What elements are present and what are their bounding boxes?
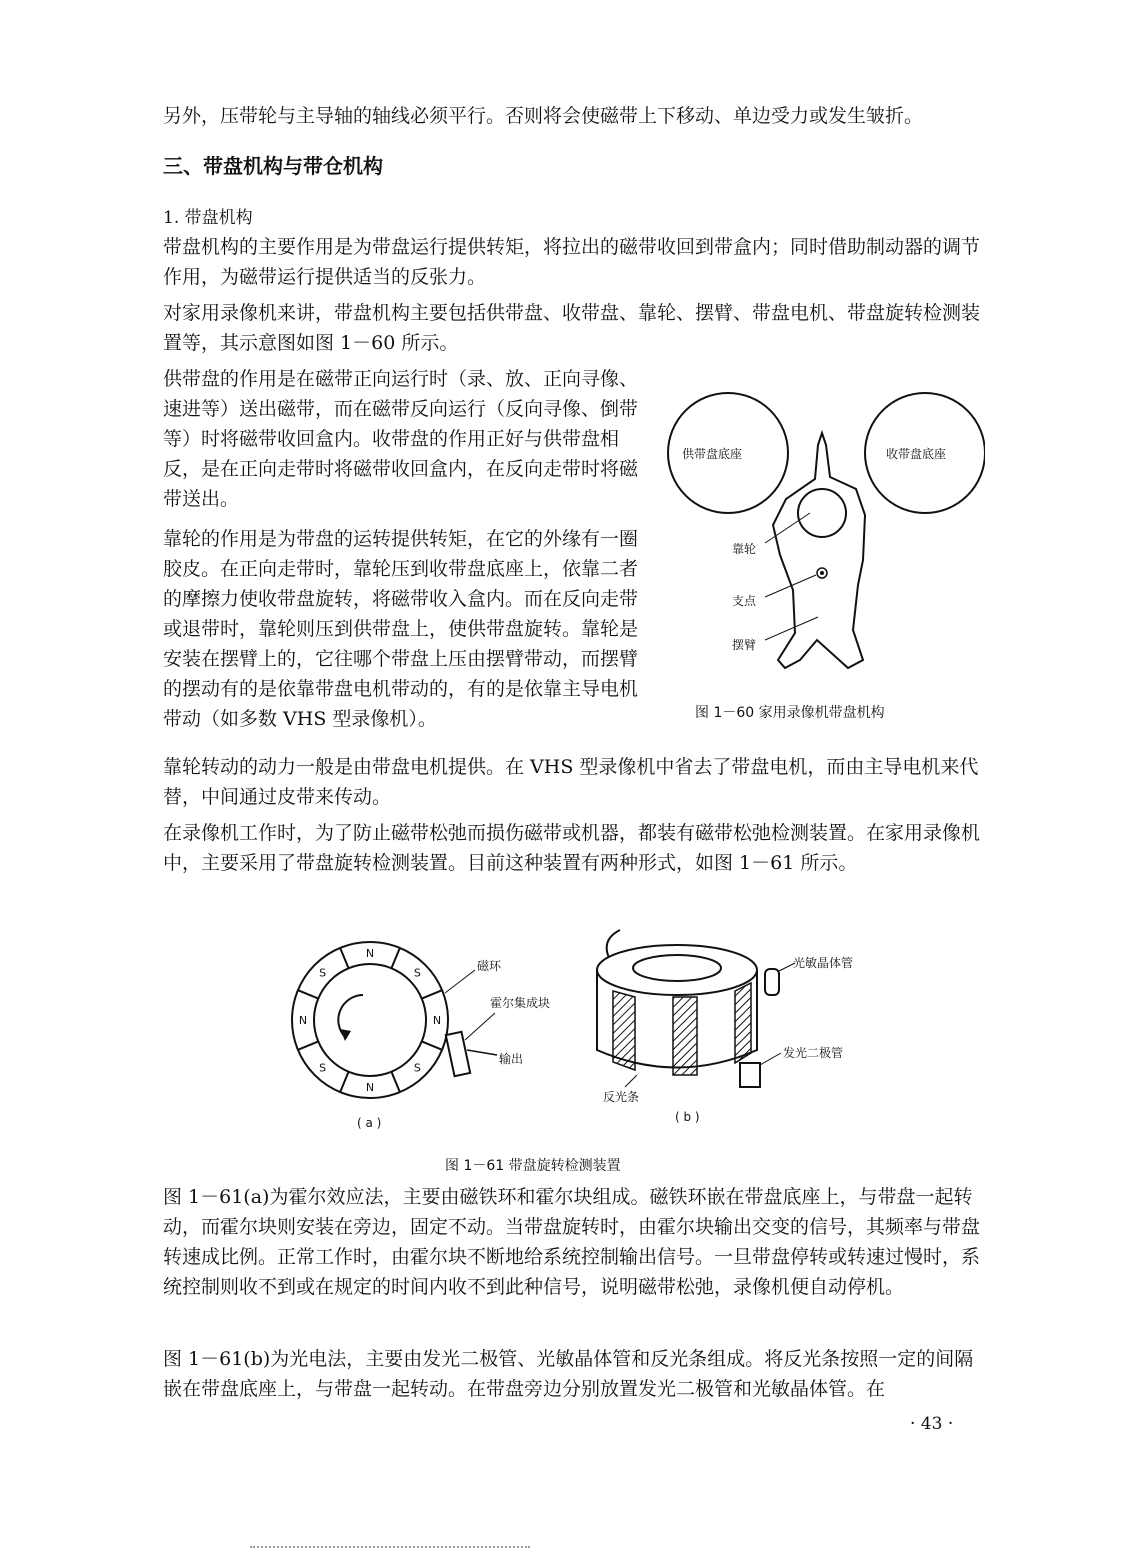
magnet-divider: [298, 990, 318, 998]
magnet-divider: [391, 948, 399, 968]
idler-wheel: [798, 489, 846, 537]
reflector-label: 反光条: [603, 1090, 640, 1104]
magnet-pole-label: N: [298, 1014, 308, 1027]
paragraph-5: 靠轮转动的动力一般是由带盘电机提供。在 VHS 型录像机中省去了带盘电机，而由主导电机来代替，中间通过皮带来传动。: [163, 756, 979, 808]
idler-label: 靠轮: [732, 542, 757, 556]
paragraph-1: 带盘机构的主要作用是为带盘运行提供转矩，将拉出的磁带收回到带盒内；同时借助制动器的调节作用，为磁带运行提供适当的反张力。: [163, 236, 981, 288]
magnet-pole-label: S: [413, 966, 421, 980]
paragraph-3: 供带盘的作用是在磁带正向运行时（录、放、正向寻像、速进等）送出磁带，而在磁带反向运行（反向寻像、倒带等）时将磁带收回盒内。收带盘的作用正好与供带盘相反，是在正向走带时将磁带收回盒内，在反向走带时将磁带送出。: [163, 368, 639, 510]
subheading: 1. 带盘机构: [163, 208, 253, 228]
sub-b-label: ( b ): [675, 1110, 700, 1124]
paragraph-7: 图 1－61(a)为霍尔效应法，主要由磁铁环和霍尔块组成。磁铁环嵌在带盘底座上，与带盘一起转动，而霍尔块则安装在旁边，固定不动。当带盘旋转时，由霍尔块输出交变的信号，其频率与带盘转速成比例。正常工作时，由霍尔块不断地给系统控制输出信号。一旦带盘停转或转速过慢时，系统控制则收不到或在规定的时间内收不到此种信号，说明磁带松弛，录像机便自动停机。: [163, 1186, 981, 1298]
section-heading: 三、带盘机构与带仓机构: [163, 154, 383, 178]
arm-label: 摆臂: [732, 638, 757, 652]
paragraph-2: 对家用录像机来讲，带盘机构主要包括供带盘、收带盘、靠轮、摆臂、带盘电机、带盘旋转检测装置等，其示意图如图 1－60 所示。: [163, 302, 981, 354]
reflector-strip-1: [613, 991, 635, 1070]
sub-a-label: ( a ): [357, 1116, 382, 1130]
scan-noise: [250, 1546, 530, 1550]
paragraph-6: 在录像机工作时，为了防止磁带松弛而损伤磁带或机器，都装有磁带松弛检测装置。在家用录像机中，主要采用了带盘旋转检测装置。目前这种装置有两种形式，如图 1－61 所示。: [163, 822, 981, 874]
page-number: · 43 ·: [910, 1414, 954, 1434]
magnet-ring-leader: [445, 970, 475, 993]
paragraph-8: 图 1－61(b)为光电法，主要由发光二极管、光敏晶体管和反光条组成。将反光条按照一定的间隔嵌在带盘底座上，与带盘一起转动。在带盘旁边分别放置发光二极管和光敏晶体管。在: [163, 1348, 974, 1400]
magnet-divider: [340, 948, 348, 968]
reel-base-top: [597, 945, 757, 995]
led-leader: [760, 1053, 781, 1065]
figure-1-61b: [585, 925, 900, 1135]
figure-1-60: [660, 385, 985, 685]
magnet-ring-outer: [292, 942, 448, 1098]
magnet-pole-label: N: [365, 947, 375, 960]
reflector-leader: [625, 1075, 637, 1087]
reflector-strip-3: [735, 983, 751, 1063]
led: [740, 1063, 760, 1087]
magnet-divider: [298, 1041, 318, 1049]
figure-1-60-caption: 图 1－60 家用录像机带盘机构: [695, 705, 885, 721]
magnet-pole-labels: [299, 947, 441, 1094]
magnet-divider: [422, 990, 442, 998]
hall-leader: [465, 1013, 495, 1040]
figure-1-61-caption: 图 1－61 带盘旋转检测装置: [445, 1158, 621, 1174]
rotation-arrow-head: [340, 1029, 351, 1041]
arm-leader: [765, 617, 818, 640]
takeup-reel-label: 收带盘底座: [886, 447, 947, 461]
supply-reel-label: 供带盘底座: [682, 447, 743, 461]
hall-label: 霍尔集成块: [490, 996, 551, 1010]
phototransistor: [765, 969, 779, 995]
led-label: 发光二极管: [783, 1046, 844, 1060]
magnet-divider: [422, 1041, 442, 1049]
magnet-pole-label: N: [432, 1014, 442, 1027]
output-line: [467, 1050, 497, 1055]
magnet-divider: [340, 1072, 348, 1092]
pivot-leader: [765, 575, 816, 597]
reflector-strip-2: [673, 997, 697, 1075]
magnet-divider: [391, 1072, 399, 1092]
figure-1-61a: [285, 925, 575, 1140]
magnet-pole-label: S: [413, 1061, 421, 1075]
paragraph-4: 靠轮的作用是为带盘的运转提供转矩，在它的外缘有一圈胶皮。在正向走带时，靠轮压到收带盘底座上，依靠二者的摩擦力使收带盘旋转，将磁带收入盒内。而在反向走带或退带时，靠轮则压到供带盘上，使供带盘旋转。靠轮是安装在摆臂上的，它往哪个带盘上压由摆臂带动，而摆臂的摆动有的是依靠带盘电机带动的，有的是依靠主导电机带动（如多数 VHS 型录像机）。: [163, 528, 639, 730]
magnet-pole-label: N: [365, 1081, 375, 1094]
magnet-ring-label: 磁环: [477, 959, 502, 973]
phototransistor-label: 光敏晶体管: [793, 956, 854, 970]
pivot-inner: [820, 571, 824, 575]
pivot-label: 支点: [732, 594, 757, 608]
magnet-pole-label: S: [319, 1061, 327, 1075]
output-label: 输出: [499, 1052, 524, 1066]
paragraph-0: 另外，压带轮与主导轴的轴线必须平行。否则将会使磁带上下移动、单边受力或发生皱折。: [163, 105, 924, 127]
magnet-pole-label: S: [319, 966, 327, 980]
magnet-ring-inner: [314, 964, 426, 1076]
